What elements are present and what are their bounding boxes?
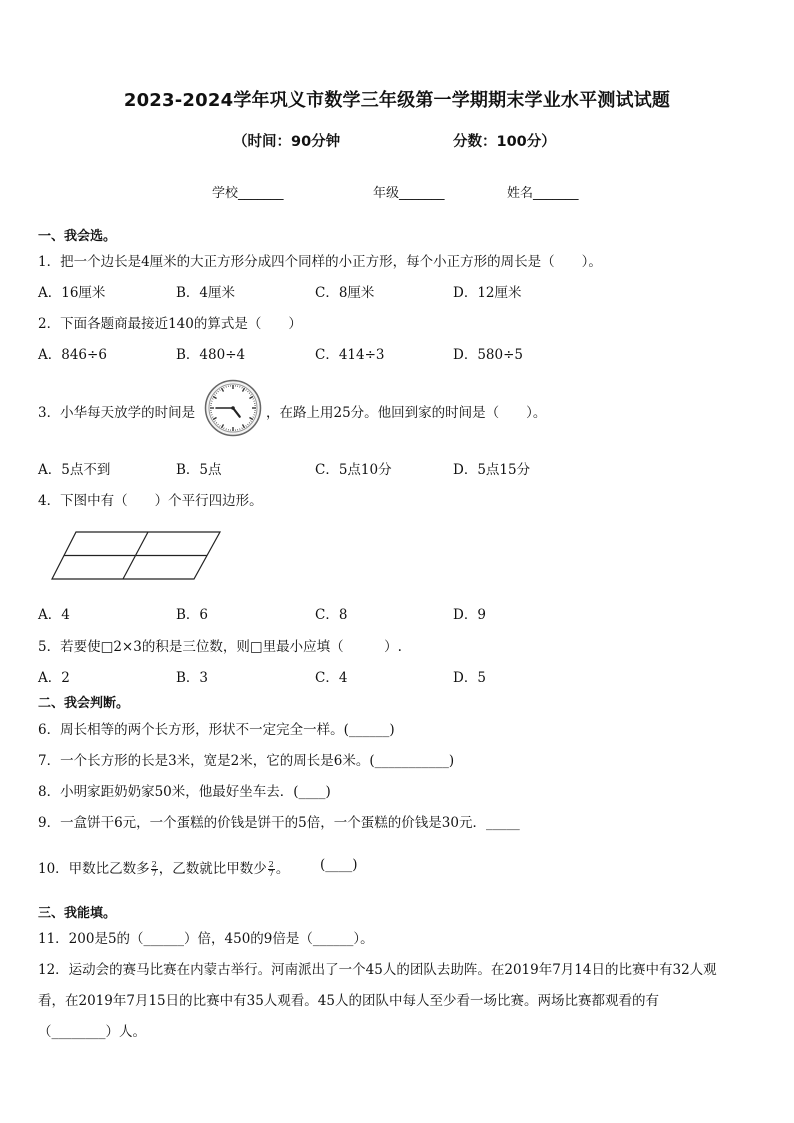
section-heading-judge: 二、我会判断。 [38,696,130,711]
q3-option-c: C．5点10分 [315,462,392,478]
question-8: 8．小明家距奶奶家50米，他最好坐车去．(____) [38,784,331,800]
question-2: 2．下面各题商最接近140的算式是（ ） [38,316,302,332]
question-12-line-2: 看，在2019年7月15日的比赛中有35人观看。45人的团队中每人至少看一场比赛。两场比赛都观看的有 [38,993,659,1009]
page-title: 2023-2024学年巩义市数学三年级第一学期期末学业水平测试试题 [123,90,671,111]
q10-part2: ，乙数就比甲数少 [158,861,267,877]
exam-score: 分数：100分） [453,134,556,150]
q1-option-d: D．12厘米 [453,285,522,301]
question-9: 9．一盒饼干6元，一个蛋糕的价钱是饼干的5倍，一个蛋糕的价钱是30元．_____ [38,815,520,831]
q5-option-a: A．2 [38,670,70,686]
q10-part1: 10．甲数比乙数多 [38,861,150,877]
q2-option-c: C．414÷3 [315,347,385,363]
section-heading-choice: 一、我会选。 [38,229,117,244]
q5-option-d: D．5 [453,670,486,686]
question-11: 11．200是5的（______）倍，450的9倍是（______）。 [38,931,374,947]
q10-blank: (____) [320,857,358,873]
question-10 [38,857,289,878]
q10-fraction-1: $\frac{2}{7}$ [151,860,157,878]
q1-option-c: C．8厘米 [315,285,375,301]
q3-option-b: B．5点 [176,462,222,478]
question-1: 1．把一个边长是4厘米的大正方形分成四个同样的小正方形，每个小正方形的周长是（ ）。 [38,254,602,270]
q10-part3: 。 [275,861,290,877]
q4-option-b: B．6 [176,607,209,623]
grade-field: 年级_______ [373,186,445,201]
q4-option-d: D．9 [453,607,486,623]
q4-option-c: C．8 [315,607,348,623]
q3-option-d: D．5点15分 [453,462,531,478]
question-3-after: ，在路上用25分。他回到家的时间是（ ）。 [266,405,547,421]
question-12-line-3: （________）人。 [38,1024,146,1040]
q5-option-c: C．4 [315,670,348,686]
q2-option-a: A．846÷6 [38,347,107,363]
parallelogram-figure [50,528,222,582]
question-7: 7．一个长方形的长是3米，宽是2米，它的周长是6米。(___________) [38,753,455,769]
q10-fraction-2: $\frac{2}{7}$ [268,860,274,878]
q2-option-b: B．480÷4 [176,347,246,363]
q5-option-b: B．3 [176,670,209,686]
name-field: 姓名_______ [507,186,579,201]
exam-time: （时间：90分钟 [233,134,341,150]
question-5: 5．若要使□2×3的积是三位数，则□里最小应填（ ）. [38,639,402,655]
question-4: 4．下图中有（ ）个平行四边形。 [38,493,263,509]
question-3-before: 3．小华每天放学的时间是 [38,405,196,421]
school-field: 学校_______ [212,186,284,201]
q2-option-d: D．580÷5 [453,347,523,363]
q1-option-b: B．4厘米 [176,285,236,301]
section-heading-fill: 三、我能填。 [38,906,117,921]
question-12-line-1: 12．运动会的赛马比赛在内蒙古举行。河南派出了一个45人的团队去助阵。在2019年7月14日的比赛中有32人观 [38,962,717,978]
clock-icon [204,379,262,437]
q1-option-a: A．16厘米 [38,285,106,301]
q4-option-a: A．4 [38,607,70,623]
q3-option-a: A．5点不到 [38,462,111,478]
question-6: 6．周长相等的两个长方形，形状不一定完全一样。(______) [38,722,395,738]
